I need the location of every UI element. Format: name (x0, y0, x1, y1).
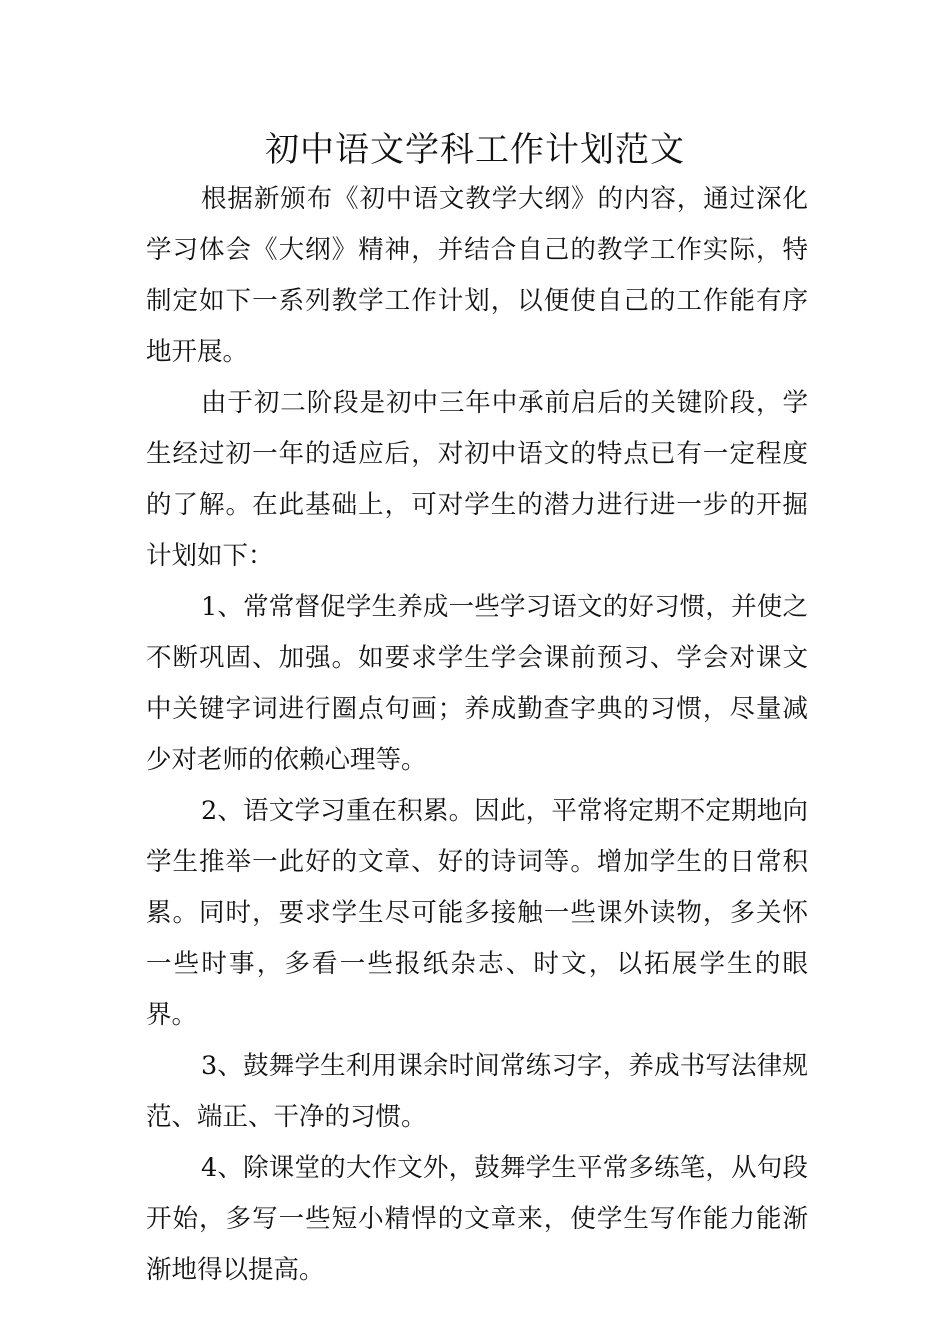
paragraph-background: 由于初二阶段是初中三年中承前启后的关键阶段，学生经过初一年的适应后，对初中语文的特点已有一定程度的了解。在此基础上，可对学生的潜力进行进一步的开掘计划如下： (146, 388, 808, 571)
paragraph-intro: 根据新颁布《初中语文教学大纲》的内容，通过深化学习体会《大纲》精神，并结合自己的教学工作实际，特制定如下一系列教学工作计划，以便使自己的工作能有序地开展。 (146, 184, 808, 367)
paragraph-item-1: 1、常常督促学生养成一些学习语文的好习惯，并使之不断巩固、加强。如要求学生学会课前预习、学会对课文中关键字词进行圈点句画；养成勤查字典的习惯，尽量减少对老师的依赖心理等。 (146, 592, 808, 775)
paragraph-item-4: 4、除课堂的大作文外，鼓舞学生平常多练笔，从句段开始，多写一些短小精悍的文章来，使学生写作能力能渐渐地得以提高。 (146, 1153, 808, 1285)
paragraph-item-3: 3、鼓舞学生利用课余时间常练习字，养成书写法律规范、端正、干净的习惯。 (146, 1051, 808, 1132)
document-body (146, 174, 808, 1296)
paragraph-item-2: 2、语文学习重在积累。因此，平常将定期不定期地向学生推举一此好的文章、好的诗词等。增加学生的日常积累。同时，要求学生尽可能多接触一些课外读物，多关怀一些时事，多看一些报纸杂志、时文，以拓展学生的眼界。 (146, 796, 808, 1030)
document-title: 初中语文学科工作计划范文 (265, 130, 685, 170)
